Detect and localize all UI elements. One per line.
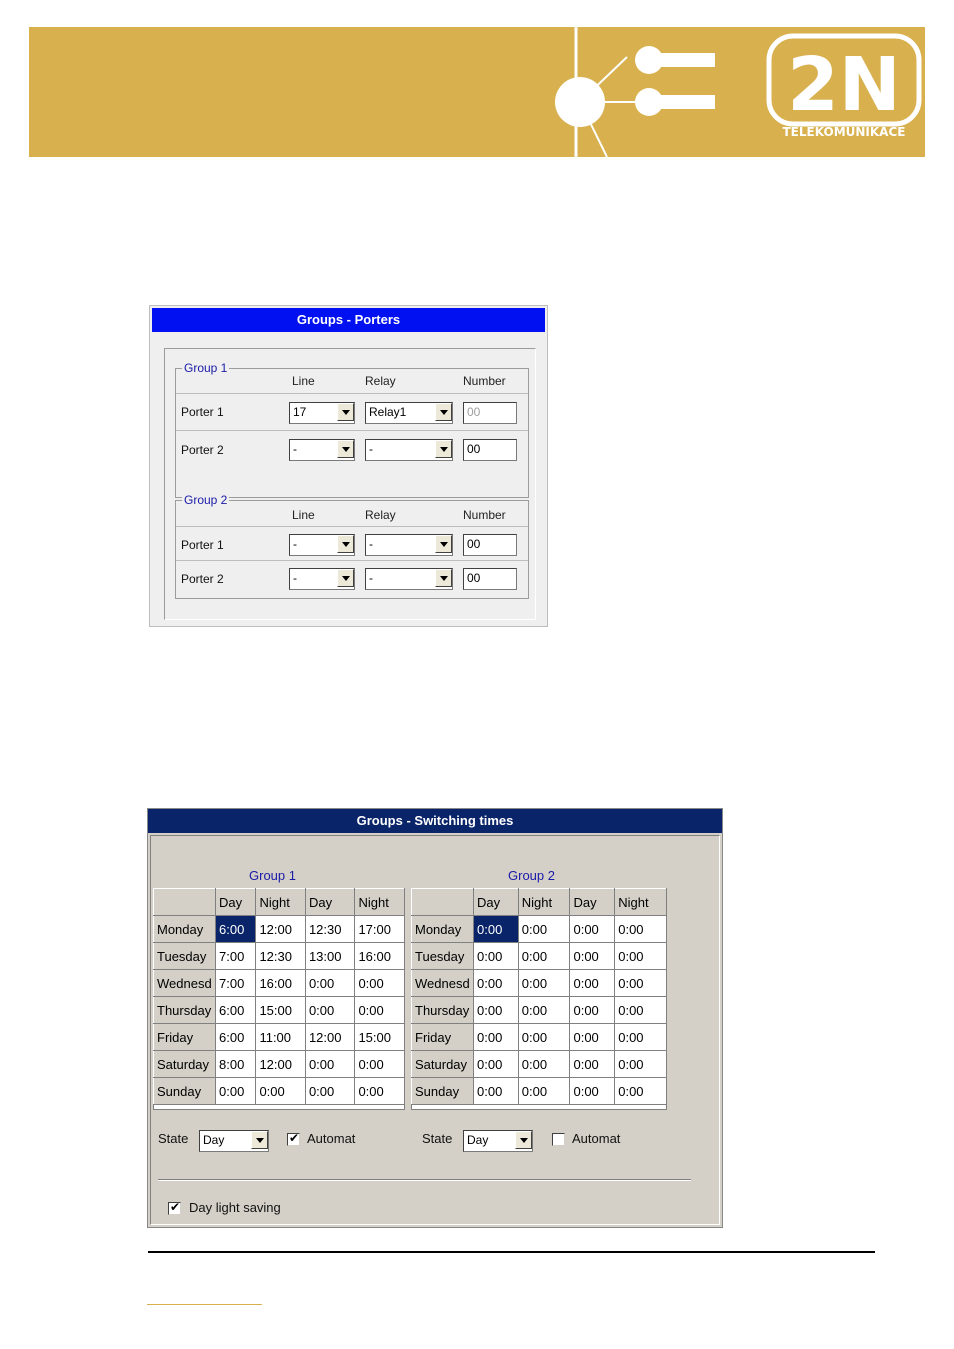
time-cell[interactable]: 0:00 bbox=[615, 1024, 667, 1051]
table-row bbox=[412, 1078, 667, 1105]
day-label: Tuesday bbox=[412, 943, 474, 970]
time-cell[interactable]: 0:00 bbox=[216, 1078, 256, 1105]
time-cell[interactable]: 0:00 bbox=[256, 1078, 306, 1105]
column-header: Day bbox=[474, 889, 519, 916]
time-cell[interactable]: 6:00 bbox=[216, 1024, 256, 1051]
time-cell[interactable]: 17:00 bbox=[355, 916, 405, 943]
line-select[interactable]: 17 bbox=[289, 402, 355, 424]
empty-cell bbox=[154, 1105, 405, 1110]
number-input[interactable]: 00 bbox=[463, 568, 517, 590]
day-label: Wednesd bbox=[412, 970, 474, 997]
daylight-saving-checkbox[interactable] bbox=[168, 1202, 181, 1215]
chevron-down-icon[interactable] bbox=[435, 440, 452, 458]
circuit-logo-graphic bbox=[29, 27, 925, 157]
switching-dialog-title: Groups - Switching times bbox=[148, 809, 722, 833]
day-label: Sunday bbox=[154, 1078, 216, 1105]
time-cell[interactable]: 15:00 bbox=[256, 997, 306, 1024]
time-cell[interactable]: 0:00 bbox=[355, 1051, 405, 1078]
logo-tagline: TELEKOMUNIKACE bbox=[782, 125, 906, 139]
chevron-down-icon[interactable] bbox=[435, 403, 452, 421]
table-row bbox=[154, 997, 405, 1024]
time-cell[interactable]: 0:00 bbox=[305, 1051, 355, 1078]
table-row bbox=[154, 970, 405, 997]
group-2-times-table bbox=[411, 888, 667, 1110]
switching-times-dialog bbox=[147, 808, 723, 1228]
chevron-down-icon[interactable] bbox=[251, 1131, 268, 1149]
chevron-down-icon[interactable] bbox=[337, 569, 354, 587]
day-label: Friday bbox=[154, 1024, 216, 1051]
corner-cell bbox=[412, 889, 474, 916]
relay-select[interactable]: - bbox=[365, 439, 453, 461]
group-2-state-select[interactable]: Day bbox=[463, 1130, 533, 1152]
number-column-header: Number bbox=[463, 374, 506, 388]
number-input[interactable]: 00 bbox=[463, 439, 517, 461]
day-label: Monday bbox=[154, 916, 216, 943]
time-cell[interactable]: 13:00 bbox=[305, 943, 355, 970]
porters-dialog bbox=[149, 305, 548, 627]
time-cell[interactable]: 12:00 bbox=[256, 1051, 306, 1078]
time-cell[interactable]: 0:00 bbox=[474, 1024, 519, 1051]
header-banner bbox=[29, 27, 925, 157]
header-row bbox=[412, 889, 667, 916]
automat-label: Automat bbox=[307, 1131, 356, 1146]
table-row bbox=[412, 916, 667, 943]
day-label: Thursday bbox=[412, 997, 474, 1024]
logo-2n-text: 2N bbox=[787, 42, 901, 128]
porter-name: Porter 2 bbox=[181, 572, 224, 586]
group-2-title: Group 2 bbox=[508, 868, 555, 883]
time-cell[interactable]: 0:00 bbox=[474, 997, 519, 1024]
time-cell[interactable]: 7:00 bbox=[216, 970, 256, 997]
day-label: Wednesd bbox=[154, 970, 216, 997]
relay-select[interactable]: - bbox=[365, 534, 453, 556]
time-cell[interactable]: 0:00 bbox=[615, 997, 667, 1024]
time-cell[interactable]: 0:00 bbox=[570, 1024, 615, 1051]
porter-name: Porter 1 bbox=[181, 405, 224, 419]
column-header: Day bbox=[570, 889, 615, 916]
time-cell[interactable]: 15:00 bbox=[355, 1024, 405, 1051]
time-cell[interactable]: 0:00 bbox=[570, 970, 615, 997]
time-cell[interactable]: 0:00 bbox=[615, 1051, 667, 1078]
time-cell[interactable]: 0:00 bbox=[518, 1051, 570, 1078]
empty-row bbox=[154, 1105, 405, 1110]
line-select[interactable]: - bbox=[289, 439, 355, 461]
time-cell[interactable]: 0:00 bbox=[474, 916, 519, 943]
time-cell[interactable]: 0:00 bbox=[474, 970, 519, 997]
porter-row bbox=[176, 430, 528, 467]
time-cell[interactable]: 0:00 bbox=[615, 916, 667, 943]
group-1-title: Group 1 bbox=[249, 868, 296, 883]
number-column-header: Number bbox=[463, 508, 506, 522]
group-1-automat-checkbox[interactable] bbox=[287, 1133, 300, 1146]
day-label: Saturday bbox=[412, 1051, 474, 1078]
header-row bbox=[154, 889, 405, 916]
time-cell[interactable]: 0:00 bbox=[518, 970, 570, 997]
time-cell[interactable]: 0:00 bbox=[305, 1078, 355, 1105]
time-cell[interactable]: 0:00 bbox=[570, 997, 615, 1024]
porter-name: Porter 2 bbox=[181, 443, 224, 457]
corner-cell bbox=[154, 889, 216, 916]
footer-rule bbox=[148, 1251, 875, 1253]
time-cell[interactable]: 0:00 bbox=[518, 997, 570, 1024]
automat-label: Automat bbox=[572, 1131, 621, 1146]
time-cell[interactable]: 0:00 bbox=[570, 1078, 615, 1105]
porters-group-1 bbox=[175, 361, 529, 498]
time-cell[interactable]: 0:00 bbox=[355, 1078, 405, 1105]
time-cell[interactable]: 0:00 bbox=[570, 1051, 615, 1078]
relay-column-header: Relay bbox=[365, 508, 396, 522]
time-cell[interactable]: 0:00 bbox=[305, 970, 355, 997]
column-header: Day bbox=[305, 889, 355, 916]
chevron-down-icon[interactable] bbox=[337, 440, 354, 458]
table-row bbox=[412, 970, 667, 997]
time-cell[interactable]: 12:30 bbox=[256, 943, 306, 970]
time-cell[interactable]: 0:00 bbox=[474, 1051, 519, 1078]
separator bbox=[158, 1179, 691, 1181]
column-header: Night bbox=[615, 889, 667, 916]
time-cell[interactable]: 12:00 bbox=[256, 916, 306, 943]
day-label: Thursday bbox=[154, 997, 216, 1024]
daylight-saving-label: Day light saving bbox=[189, 1200, 281, 1215]
time-cell[interactable]: 12:00 bbox=[305, 1024, 355, 1051]
day-label: Friday bbox=[412, 1024, 474, 1051]
group-1-label: Group 1 bbox=[184, 361, 228, 375]
group-1-times-table bbox=[153, 888, 405, 1110]
column-header: Night bbox=[355, 889, 405, 916]
time-cell[interactable]: 6:00 bbox=[216, 997, 256, 1024]
group-2-label: Group 2 bbox=[184, 493, 228, 507]
table-row bbox=[154, 916, 405, 943]
line-column-header: Line bbox=[292, 374, 315, 388]
table-row bbox=[154, 1024, 405, 1051]
day-label: Saturday bbox=[154, 1051, 216, 1078]
porter-row bbox=[176, 393, 528, 431]
line-column-header: Line bbox=[292, 508, 315, 522]
column-header: Night bbox=[256, 889, 306, 916]
chevron-down-icon[interactable] bbox=[337, 403, 354, 421]
time-cell[interactable]: 0:00 bbox=[355, 970, 405, 997]
relay-select[interactable]: Relay1 bbox=[365, 402, 453, 424]
porter-row bbox=[176, 560, 528, 597]
time-cell[interactable]: 12:30 bbox=[305, 916, 355, 943]
table-row bbox=[154, 943, 405, 970]
time-cell[interactable]: 0:00 bbox=[474, 943, 519, 970]
group-2-automat-checkbox[interactable] bbox=[552, 1133, 565, 1146]
porters-dialog-title: Groups - Porters bbox=[152, 308, 545, 332]
time-cell[interactable]: 16:00 bbox=[256, 970, 306, 997]
table-row bbox=[412, 1051, 667, 1078]
time-cell[interactable]: 0:00 bbox=[518, 1078, 570, 1105]
table-row bbox=[154, 1078, 405, 1105]
time-cell[interactable]: 0:00 bbox=[570, 916, 615, 943]
group-1-state-select[interactable]: Day bbox=[199, 1130, 269, 1152]
time-cell[interactable]: 7:00 bbox=[216, 943, 256, 970]
empty-cell bbox=[412, 1105, 667, 1110]
line-select[interactable]: - bbox=[289, 534, 355, 556]
chevron-down-icon[interactable] bbox=[435, 535, 452, 553]
time-cell[interactable]: 0:00 bbox=[570, 943, 615, 970]
column-header: Day bbox=[216, 889, 256, 916]
time-cell[interactable]: 6:00 bbox=[216, 916, 256, 943]
time-cell[interactable]: 0:00 bbox=[615, 943, 667, 970]
porter-row bbox=[176, 526, 528, 561]
time-cell[interactable]: 0:00 bbox=[518, 1024, 570, 1051]
table-row bbox=[412, 1024, 667, 1051]
number-input[interactable]: 00 bbox=[463, 402, 517, 424]
chevron-down-icon[interactable] bbox=[337, 535, 354, 553]
time-cell[interactable]: 11:00 bbox=[256, 1024, 306, 1051]
table-row bbox=[412, 943, 667, 970]
porters-group-2 bbox=[175, 493, 529, 599]
day-label: Monday bbox=[412, 916, 474, 943]
time-cell[interactable]: 16:00 bbox=[355, 943, 405, 970]
time-cell[interactable]: 0:00 bbox=[355, 997, 405, 1024]
time-cell[interactable]: 0:00 bbox=[615, 970, 667, 997]
footer-accent-line bbox=[147, 1304, 262, 1305]
table-row bbox=[154, 1051, 405, 1078]
time-cell[interactable]: 0:00 bbox=[615, 1078, 667, 1105]
porter-name: Porter 1 bbox=[181, 538, 224, 552]
day-label: Sunday bbox=[412, 1078, 474, 1105]
table-row bbox=[412, 997, 667, 1024]
time-cell[interactable]: 0:00 bbox=[518, 943, 570, 970]
day-label: Tuesday bbox=[154, 943, 216, 970]
time-cell[interactable]: 0:00 bbox=[474, 1078, 519, 1105]
column-header: Night bbox=[518, 889, 570, 916]
checkmark-icon: ✔ bbox=[289, 1131, 300, 1145]
checkmark-icon: ✔ bbox=[170, 1200, 181, 1214]
number-input[interactable]: 00 bbox=[463, 534, 517, 556]
empty-row bbox=[412, 1105, 667, 1110]
relay-column-header: Relay bbox=[365, 374, 396, 388]
state-label: State bbox=[422, 1131, 453, 1146]
time-cell[interactable]: 0:00 bbox=[305, 997, 355, 1024]
chevron-down-icon[interactable] bbox=[435, 569, 452, 587]
chevron-down-icon[interactable] bbox=[515, 1131, 532, 1149]
state-label: State bbox=[158, 1131, 189, 1146]
relay-select[interactable]: - bbox=[365, 568, 453, 590]
line-select[interactable]: - bbox=[289, 568, 355, 590]
time-cell[interactable]: 0:00 bbox=[518, 916, 570, 943]
time-cell[interactable]: 8:00 bbox=[216, 1051, 256, 1078]
